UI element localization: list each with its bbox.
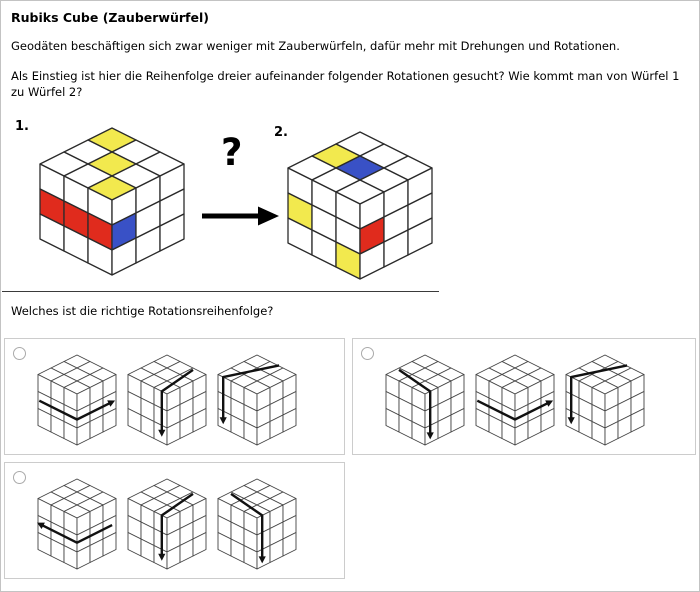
rotation-sequence-A: [35, 352, 299, 449]
rotation-cube-B-3-top-down-left-outer: [563, 352, 647, 449]
rotation-cube-C-2-top-down-left-inner: [125, 476, 209, 573]
page-title: Rubiks Cube (Zauberwürfel): [11, 10, 209, 25]
radio-option-C[interactable]: [13, 471, 26, 484]
cube-figure: [11, 113, 689, 289]
answer-option-B[interactable]: [352, 338, 696, 455]
question-text: Welches ist die richtige Rotationsreihenfolge?: [11, 303, 274, 318]
cube2-label: 2.: [274, 124, 288, 140]
right-arrow-icon: [199, 203, 281, 229]
divider-line: [2, 291, 439, 292]
question-mark: ?: [221, 130, 243, 174]
radio-option-B[interactable]: [361, 347, 374, 360]
intro-paragraph-1: Geodäten beschäftigen sich zwar weniger mit Zauberwürfeln, dafür mehr mit Drehungen und Rotationen.: [11, 39, 620, 53]
cube1-label: 1.: [15, 118, 29, 134]
answer-option-C[interactable]: [4, 462, 345, 579]
rotation-cube-A-1-band-right: [35, 352, 119, 449]
rotation-cube-B-1-top-down-right-inner: [383, 352, 467, 449]
rotation-sequence-C: [35, 476, 299, 573]
answer-options: [1, 338, 699, 579]
rotation-cube-B-2-band-right: [473, 352, 557, 449]
question-section: [1, 1, 699, 319]
rotation-cube-C-1-band-left: [35, 476, 119, 573]
rotation-cube-A-2-top-down-left-inner: [125, 352, 209, 449]
radio-option-A[interactable]: [13, 347, 26, 360]
rotation-cube-A-3-top-down-left-outer: [215, 352, 299, 449]
cube2-image: [285, 129, 435, 286]
answer-option-A[interactable]: [4, 338, 345, 455]
cube1-image: [37, 125, 187, 282]
intro-paragraph-2: Als Einstieg ist hier die Reihenfolge dreier aufeinander folgender Rotationen gesucht? Wie kommt man von Würfel 1 zu Würfel 2?: [11, 68, 680, 99]
rotation-cube-C-3-top-down-right-inner: [215, 476, 299, 573]
rotation-sequence-B: [383, 352, 647, 449]
